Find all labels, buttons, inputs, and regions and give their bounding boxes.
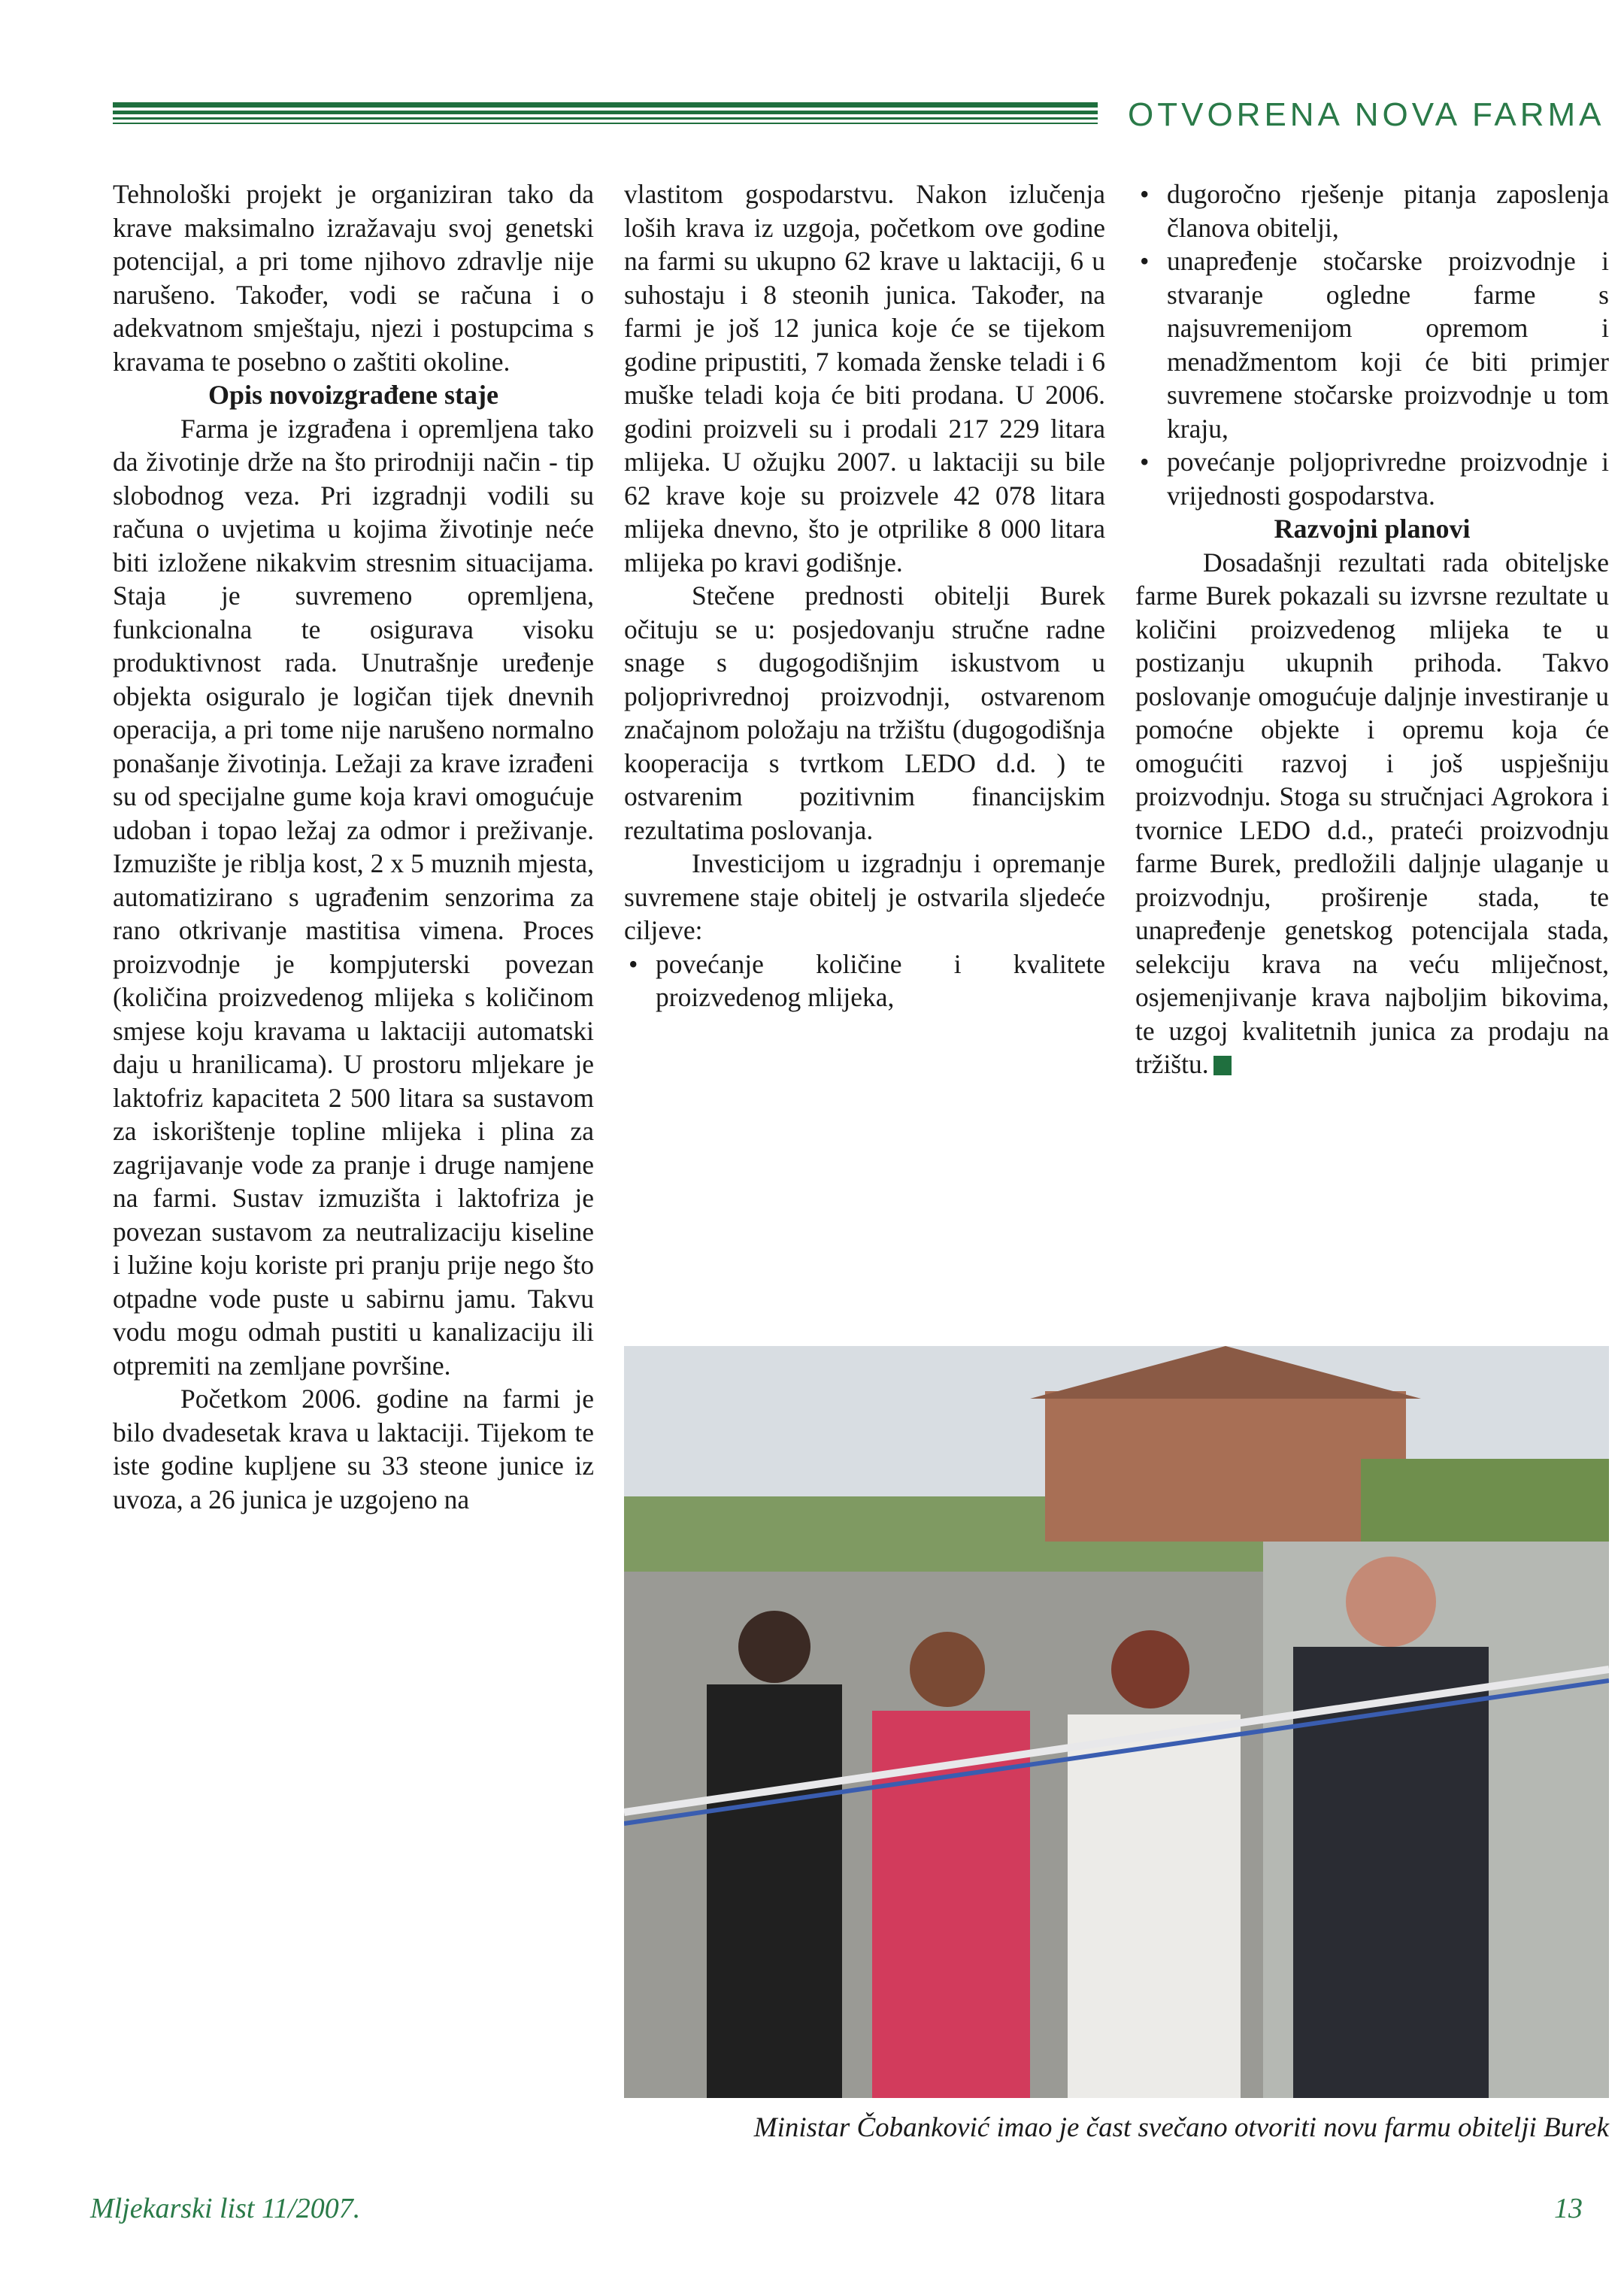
article-column-3 [1135,177,1609,1081]
list-item: • povećanje količine i kvalitete proizvedenog mlijeka, [624,947,1105,1014]
list-item: • unapređenje stočarske proizvodnje i stvaranje ogledne farme s najsuvremenijom opremom i menadžmentom koji će biti primjer suvremene stočarske proizvodnje u tom kraju, [1135,244,1609,445]
subheading-development-plans: Razvojni planovi [1274,514,1471,544]
paragraph: Stečene prednosti obitelji Burek očituju se u: posjedovanju stručne radne snage s dugogodišnjim iskustvom u poljoprivrednoj proizvodnji, ostvarenom značajnom položaju na tržištu (dugogodišnja kooperacija s tvrtkom LEDO d.d. ) te ostvarenim pozitivnim financijskim rezultatima poslovanja. [624,581,1105,845]
section-title: OTVORENA NOVA FARMA [1128,96,1605,133]
list-item: • povećanje poljoprivredne proizvodnje i vrijednosti gospodarstva. [1135,445,1609,512]
end-of-article-mark [1213,1056,1232,1075]
list-item: • dugoročno rješenje pitanja zaposlenja članova obitelji, [1135,177,1609,244]
paragraph [1135,546,1609,1081]
subheading-barn-description: Opis novoizgrađene staje [208,380,498,410]
goals-list [624,947,1105,1014]
paragraph: Tehnološki projekt je organiziran tako da krave maksimalno izražavaju svoj genetski potencijal, a pri tome njihovo zdravlje nije narušeno. Također, vodi se računa i o adekvatnom smještaju, njezi i postupcima s kravama te posebno o zaštiti okoline. [113,179,594,377]
ribbon-cutting-photo [624,1346,1609,2098]
page-header [113,96,1624,141]
paragraph: vlastitom gospodarstvu. Nakon izlučenja loših krava iz uzgoja, početkom ove godine na farmi su ukupno 62 krave u laktaciji, 6 u suhostaju i 8 steonih junica. Također, na farmi je još 12 junica koje će se tijekom godine pripustiti, 7 komada ženske teladi i 6 muške teladi koja će biti prodana. U 2006. godini proizveli su i prodali 217 229 litara mlijeka. U ožujku 2007. u laktaciji su bile 62 krave koje su proizvele 42 078 litara mlijeka dnevno, što je otprilike 8 000 litara mlijeka po kravi godišnje. [624,179,1105,578]
goals-list-continued [1135,177,1609,512]
journal-footer: Mljekarski list 11/2007. [90,2193,361,2224]
paragraph: Početkom 2006. godine na farmi je bilo dvadesetak krava u laktaciji. Tijekom te iste godine kupljene su 33 steone junice iz uvoza, a 26 junica je uzgojeno na [113,1384,594,1514]
paragraph-text: Dosadašnji rezultati rada obiteljske farme Burek pokazali su izvrsne rezultate u količini proizvedenog mlijeka te u postizanju ukupnih prihoda. Takvo poslovanje omogućuje daljnje investiranje u pomoćne objekte i opremu koja će omogućiti razvoj i još uspješniju proizvodnju. Stoga su stručnjaci Agrokora i tvornice LEDO d.d., prateći proizvodnju farme Burek, predložili daljnje ulaganje u proizvodnju, proširenje stada, te unapređenje genetskog potencijala stada, selekciju krava na veću mliječnost, osjemenjivanje krava najboljim bikovima, te uzgoj kvalitetnih junica za prodaju na tržištu. [1135,547,1609,1079]
page-number: 13 [1554,2193,1583,2224]
article-column-2 [624,177,1105,1014]
paragraph: Investicijom u izgradnju i opremanje suvremene staje obitelj je ostvarila sljedeće ciljeve: [624,848,1105,945]
photo-caption: Ministar Čobanković imao je čast svečano otvoriti novu farmu obitelji Burek [753,2112,1609,2143]
article-column-1 [113,177,594,1516]
paragraph: Farma je izgrađena i opremljena tako da životinje drže na što prirodniji način - tip slobodnog veza. Pri izgradnji vodili su računa o uvjetima u kojima životinje neće biti izložene nikakvim stresnim situacijama. Staja je suvremeno opremljena, funkcionalna te osigurava visoku produktivnost rada. Unutrašnje uređenje objekta osiguralo je logičan tijek dnevnih operacija, a pri tome nije narušeno normalno ponašanje životinja. Ležaji za krave izrađeni su od specijalne gume koja kravi omogućuje udoban i topao ležaj za odmor i preživanje. Izmuzište je riblja kost, 2 x 5 muznih mjesta, automatizirano s ugrađenim senzorima za rano otkrivanje mastitisa vimena. Proces proizvodnje je kompjuterski povezan (količina proizvedenog mlijeka s količinom smjese koju kravama u laktaciji automatski daju u hranilicama). U prostoru mljekare je laktofriz kapaciteta 2 500 litara sa sustavom za iskorištenje topline mlijeka i plina za zagrijavanje vode za pranje i druge namjene na farmi. Sustav izmuzišta i laktofriza je povezan sustavom za neutralizaciju kiseline i lužine koju koriste pri pranju prije nego što otpadne vode puste u sabirnu jamu. Takvu vodu mogu odmah pustiti u kanalizaciju ili otpremiti na zemljane površine. [113,413,594,1381]
header-rules [113,102,1098,124]
